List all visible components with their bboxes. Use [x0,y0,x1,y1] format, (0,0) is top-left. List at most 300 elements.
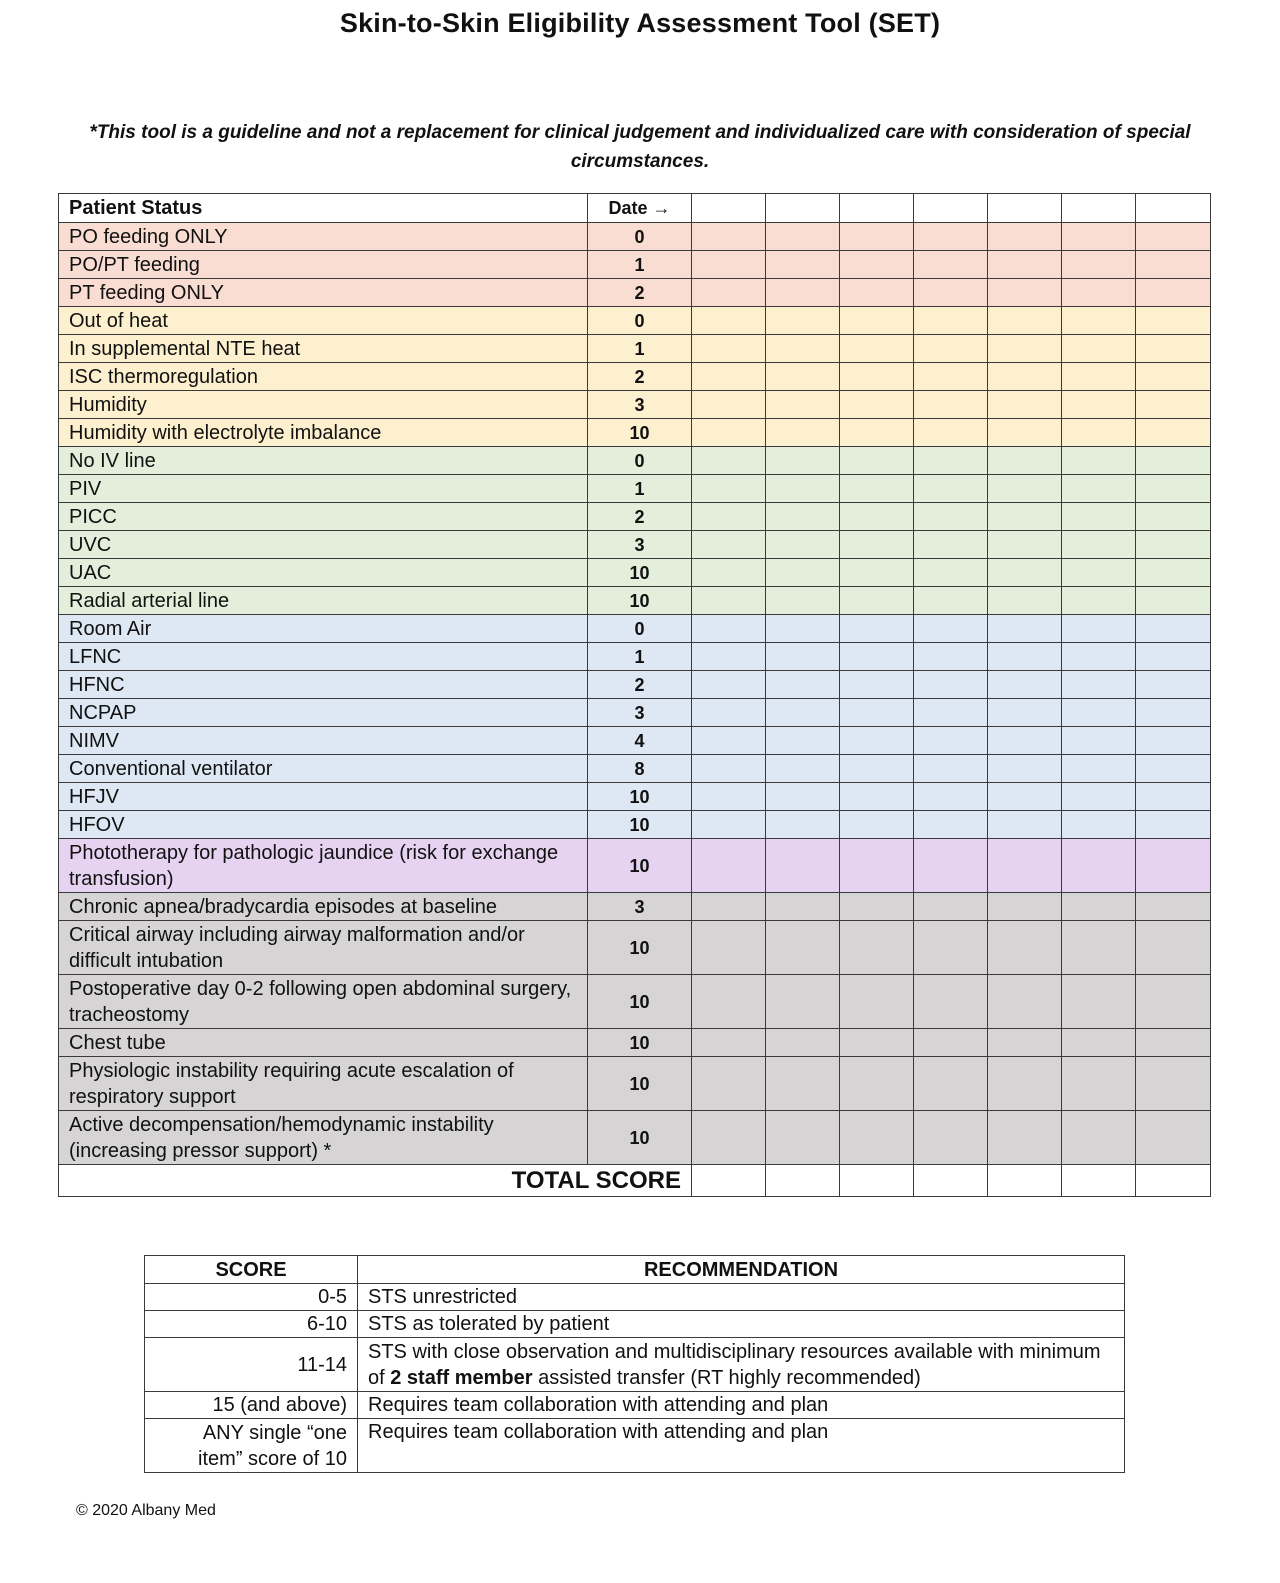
patient-status-cell: Chronic apnea/bradycardia episodes at baseline [59,893,588,921]
table-row [59,531,1211,559]
entry-cell[interactable] [766,531,840,559]
entry-cell[interactable] [692,335,766,363]
entry-cell[interactable] [840,503,914,531]
entry-cell[interactable] [692,279,766,307]
entry-cell[interactable] [1136,755,1211,783]
entry-cell[interactable] [766,503,840,531]
entry-cell[interactable] [1062,921,1136,975]
entry-cell[interactable] [914,251,988,279]
score-cell: 4 [588,727,692,755]
entry-cell[interactable] [766,475,840,503]
entry-cell[interactable] [692,811,766,839]
entry-cell[interactable] [766,811,840,839]
entry-cell[interactable] [1136,531,1211,559]
total-entry-cell[interactable] [840,1165,914,1197]
entry-cell[interactable] [766,391,840,419]
entry-cell[interactable] [1062,643,1136,671]
entry-cell[interactable] [1062,811,1136,839]
entry-cell[interactable] [988,307,1062,335]
entry-cell[interactable] [914,447,988,475]
entry-cell[interactable] [766,699,840,727]
entry-cell[interactable] [914,643,988,671]
entry-cell[interactable] [840,811,914,839]
entry-cell[interactable] [692,839,766,893]
table-row [59,699,1211,727]
patient-status-cell: ISC thermoregulation [59,363,588,391]
entry-cell[interactable] [692,671,766,699]
entry-cell[interactable] [766,587,840,615]
entry-cell[interactable] [840,671,914,699]
entry-cell[interactable] [692,699,766,727]
entry-cell[interactable] [1136,615,1211,643]
table-header-row [59,194,1211,223]
entry-cell[interactable] [840,475,914,503]
patient-status-cell: HFJV [59,783,588,811]
score-cell: 3 [588,699,692,727]
entry-cell[interactable] [914,671,988,699]
rec-header-row [145,1256,1125,1284]
patient-status-cell: No IV line [59,447,588,475]
entry-cell[interactable] [692,921,766,975]
patient-status-cell: PT feeding ONLY [59,279,588,307]
entry-cell[interactable] [766,975,840,1029]
date-cell[interactable] [692,194,766,223]
patient-status-cell: Chest tube [59,1029,588,1057]
entry-cell[interactable] [840,755,914,783]
entry-cell[interactable] [766,559,840,587]
patient-status-cell: In supplemental NTE heat [59,335,588,363]
table-row [59,223,1211,251]
patient-status-cell: Critical airway including airway malformation and/or difficult intubation [59,921,588,975]
entry-cell[interactable] [1062,783,1136,811]
date-cell[interactable] [766,194,840,223]
entry-cell[interactable] [1062,559,1136,587]
date-cell[interactable] [1062,194,1136,223]
entry-cell[interactable] [1136,893,1211,921]
patient-status-cell: NCPAP [59,699,588,727]
entry-cell[interactable] [914,1057,988,1111]
entry-cell[interactable] [988,975,1062,1029]
entry-cell[interactable] [1062,363,1136,391]
entry-cell[interactable] [914,811,988,839]
entry-cell[interactable] [766,419,840,447]
rec-row [145,1392,1125,1419]
entry-cell[interactable] [914,921,988,975]
score-cell: 3 [588,531,692,559]
entry-cell[interactable] [914,975,988,1029]
table-row [59,1057,1211,1111]
entry-cell[interactable] [914,783,988,811]
entry-cell[interactable] [1136,839,1211,893]
entry-cell[interactable] [914,559,988,587]
total-entry-cell[interactable] [988,1165,1062,1197]
entry-cell[interactable] [692,643,766,671]
entry-cell[interactable] [1062,475,1136,503]
patient-status-header: Patient Status [59,194,588,223]
entry-cell[interactable] [1136,643,1211,671]
entry-cell[interactable] [840,419,914,447]
date-header: Date → [588,194,692,223]
entry-cell[interactable] [988,1111,1062,1165]
table-row [59,671,1211,699]
entry-cell[interactable] [1136,447,1211,475]
entry-cell[interactable] [1136,475,1211,503]
table-row [59,559,1211,587]
recommendation-text: STS unrestricted [358,1284,1125,1311]
entry-cell[interactable] [1062,391,1136,419]
patient-status-cell: Active decompensation/hemodynamic instability (increasing pressor support) * [59,1111,588,1165]
entry-cell[interactable] [840,335,914,363]
entry-cell[interactable] [840,587,914,615]
entry-cell[interactable] [988,727,1062,755]
patient-status-cell: Out of heat [59,307,588,335]
score-cell: 10 [588,419,692,447]
entry-cell[interactable] [1136,1111,1211,1165]
entry-cell[interactable] [914,893,988,921]
entry-cell[interactable] [766,363,840,391]
patient-status-cell: Physiologic instability requiring acute escalation of respiratory support [59,1057,588,1111]
entry-cell[interactable] [766,335,840,363]
entry-cell[interactable] [988,587,1062,615]
entry-cell[interactable] [840,783,914,811]
entry-cell[interactable] [1062,615,1136,643]
entry-cell[interactable] [914,839,988,893]
score-cell: 0 [588,307,692,335]
entry-cell[interactable] [988,921,1062,975]
entry-cell[interactable] [1062,307,1136,335]
entry-cell[interactable] [914,335,988,363]
entry-cell[interactable] [914,755,988,783]
date-cell[interactable] [914,194,988,223]
entry-cell[interactable] [692,587,766,615]
entry-cell[interactable] [988,531,1062,559]
entry-cell[interactable] [1062,699,1136,727]
entry-cell[interactable] [692,755,766,783]
total-entry-cell[interactable] [914,1165,988,1197]
entry-cell[interactable] [840,893,914,921]
entry-cell[interactable] [840,447,914,475]
entry-cell[interactable] [914,475,988,503]
entry-cell[interactable] [988,447,1062,475]
entry-cell[interactable] [692,363,766,391]
entry-cell[interactable] [988,419,1062,447]
entry-cell[interactable] [988,839,1062,893]
entry-cell[interactable] [988,811,1062,839]
entry-cell[interactable] [840,1057,914,1111]
entry-cell[interactable] [1136,503,1211,531]
entry-cell[interactable] [1136,391,1211,419]
entry-cell[interactable] [914,307,988,335]
rec-row [145,1338,1125,1392]
entry-cell[interactable] [914,1111,988,1165]
entry-cell[interactable] [692,893,766,921]
entry-cell[interactable] [692,391,766,419]
entry-cell[interactable] [1136,587,1211,615]
entry-cell[interactable] [766,447,840,475]
recommendation-table [144,1255,1125,1473]
rec-row [145,1419,1125,1473]
entry-cell[interactable] [988,251,1062,279]
entry-cell[interactable] [692,223,766,251]
entry-cell[interactable] [1062,727,1136,755]
score-range: 6-10 [145,1311,358,1338]
entry-cell[interactable] [840,391,914,419]
entry-cell[interactable] [1062,419,1136,447]
score-cell: 10 [588,921,692,975]
entry-cell[interactable] [840,251,914,279]
entry-cell[interactable] [988,335,1062,363]
entry-cell[interactable] [1136,699,1211,727]
entry-cell[interactable] [766,251,840,279]
entry-cell[interactable] [840,699,914,727]
entry-cell[interactable] [1062,503,1136,531]
total-entry-cell[interactable] [692,1165,766,1197]
entry-cell[interactable] [692,503,766,531]
date-cell[interactable] [840,194,914,223]
entry-cell[interactable] [1136,223,1211,251]
entry-cell[interactable] [914,727,988,755]
score-cell: 10 [588,587,692,615]
entry-cell[interactable] [1062,671,1136,699]
entry-cell[interactable] [988,699,1062,727]
entry-cell[interactable] [840,839,914,893]
entry-cell[interactable] [766,643,840,671]
entry-cell[interactable] [840,1111,914,1165]
entry-cell[interactable] [692,1029,766,1057]
entry-cell[interactable] [1062,447,1136,475]
entry-cell[interactable] [914,615,988,643]
entry-cell[interactable] [1136,811,1211,839]
score-cell: 1 [588,643,692,671]
entry-cell[interactable] [840,531,914,559]
entry-cell[interactable] [692,307,766,335]
entry-cell[interactable] [766,921,840,975]
patient-status-cell: PO feeding ONLY [59,223,588,251]
score-cell: 10 [588,839,692,893]
entry-cell[interactable] [988,615,1062,643]
score-cell: 3 [588,391,692,419]
staff-requirement: 2 staff member [390,1366,533,1389]
score-cell: 2 [588,279,692,307]
entry-cell[interactable] [1136,671,1211,699]
entry-cell[interactable] [1062,279,1136,307]
entry-cell[interactable] [914,391,988,419]
table-row [59,475,1211,503]
entry-cell[interactable] [988,783,1062,811]
entry-cell[interactable] [766,755,840,783]
recommendation-text [358,1338,1125,1392]
patient-status-cell: Radial arterial line [59,587,588,615]
entry-cell[interactable] [840,223,914,251]
entry-cell[interactable] [1062,1111,1136,1165]
entry-cell[interactable] [840,279,914,307]
entry-cell[interactable] [988,503,1062,531]
entry-cell[interactable] [1136,921,1211,975]
table-row [59,839,1211,893]
table-row [59,975,1211,1029]
table-row [59,587,1211,615]
entry-cell[interactable] [1136,335,1211,363]
entry-cell[interactable] [840,615,914,643]
entry-cell[interactable] [1062,587,1136,615]
entry-cell[interactable] [692,475,766,503]
entry-cell[interactable] [1136,783,1211,811]
entry-cell[interactable] [1136,727,1211,755]
table-row [59,503,1211,531]
entry-cell[interactable] [766,279,840,307]
entry-cell[interactable] [1136,559,1211,587]
entry-cell[interactable] [914,1029,988,1057]
score-cell: 0 [588,447,692,475]
score-cell: 0 [588,615,692,643]
entry-cell[interactable] [840,975,914,1029]
table-row [59,335,1211,363]
date-cell[interactable] [988,194,1062,223]
score-cell: 10 [588,811,692,839]
recommendation-text: Requires team collaboration with attending and plan [358,1419,1125,1473]
entry-cell[interactable] [766,223,840,251]
patient-status-cell: PICC [59,503,588,531]
entry-cell[interactable] [840,1029,914,1057]
entry-cell[interactable] [988,559,1062,587]
entry-cell[interactable] [692,559,766,587]
patient-status-cell: NIMV [59,727,588,755]
recommendation-text-end: assisted transfer (RT highly recommended) [532,1366,921,1389]
entry-cell[interactable] [988,223,1062,251]
score-cell: 10 [588,1029,692,1057]
entry-cell[interactable] [692,531,766,559]
table-row [59,363,1211,391]
entry-cell[interactable] [988,755,1062,783]
entry-cell[interactable] [988,671,1062,699]
entry-cell[interactable] [1062,531,1136,559]
entry-cell[interactable] [914,531,988,559]
entry-cell[interactable] [1136,279,1211,307]
table-row [59,419,1211,447]
entry-cell[interactable] [692,447,766,475]
entry-cell[interactable] [988,475,1062,503]
recommendation-text: Requires team collaboration with attending and plan [358,1392,1125,1419]
entry-cell[interactable] [840,559,914,587]
entry-cell[interactable] [692,251,766,279]
entry-cell[interactable] [840,363,914,391]
entry-cell[interactable] [1062,335,1136,363]
patient-status-cell: PO/PT feeding [59,251,588,279]
entry-cell[interactable] [766,1057,840,1111]
entry-cell[interactable] [840,643,914,671]
entry-cell[interactable] [766,307,840,335]
score-cell: 10 [588,975,692,1029]
table-row [59,811,1211,839]
entry-cell[interactable] [988,643,1062,671]
entry-cell[interactable] [988,279,1062,307]
entry-cell[interactable] [692,615,766,643]
entry-cell[interactable] [1062,251,1136,279]
score-cell: 10 [588,559,692,587]
entry-cell[interactable] [988,893,1062,921]
entry-cell[interactable] [766,615,840,643]
entry-cell[interactable] [914,699,988,727]
entry-cell[interactable] [914,223,988,251]
entry-cell[interactable] [692,1111,766,1165]
entry-cell[interactable] [1062,975,1136,1029]
patient-status-cell: Room Air [59,615,588,643]
entry-cell[interactable] [988,391,1062,419]
score-cell: 2 [588,503,692,531]
entry-cell[interactable] [914,587,988,615]
entry-cell[interactable] [692,727,766,755]
entry-cell[interactable] [988,1057,1062,1111]
entry-cell[interactable] [988,1029,1062,1057]
entry-cell[interactable] [766,783,840,811]
entry-cell[interactable] [840,307,914,335]
total-entry-cell[interactable] [1136,1165,1211,1197]
entry-cell[interactable] [1062,755,1136,783]
entry-cell[interactable] [766,1111,840,1165]
patient-status-cell: PIV [59,475,588,503]
entry-cell[interactable] [766,1029,840,1057]
entry-cell[interactable] [766,671,840,699]
entry-cell[interactable] [914,279,988,307]
score-cell: 10 [588,1057,692,1111]
recommendation-header: RECOMMENDATION [358,1256,1125,1284]
table-row [59,727,1211,755]
table-row [59,893,1211,921]
entry-cell[interactable] [914,503,988,531]
entry-cell[interactable] [1136,975,1211,1029]
entry-cell[interactable] [766,839,840,893]
total-entry-cell[interactable] [766,1165,840,1197]
entry-cell[interactable] [840,727,914,755]
entry-cell[interactable] [766,727,840,755]
entry-cell[interactable] [914,419,988,447]
entry-cell[interactable] [766,893,840,921]
entry-cell[interactable] [1136,419,1211,447]
table-row [59,921,1211,975]
patient-status-cell: Humidity [59,391,588,419]
patient-status-cell: HFNC [59,671,588,699]
entry-cell[interactable] [1136,307,1211,335]
patient-status-cell: HFOV [59,811,588,839]
total-entry-cell[interactable] [1062,1165,1136,1197]
entry-cell[interactable] [1062,839,1136,893]
score-range: 15 (and above) [145,1392,358,1419]
entry-cell[interactable] [1136,251,1211,279]
entry-cell[interactable] [692,975,766,1029]
patient-status-body [59,223,1211,1197]
entry-cell[interactable] [988,363,1062,391]
score-header: SCORE [145,1256,358,1284]
entry-cell[interactable] [914,363,988,391]
entry-cell[interactable] [1062,1057,1136,1111]
entry-cell[interactable] [692,419,766,447]
entry-cell[interactable] [1062,223,1136,251]
entry-cell[interactable] [1062,1029,1136,1057]
entry-cell[interactable] [692,1057,766,1111]
entry-cell[interactable] [1136,1029,1211,1057]
score-range: ANY single “one item” score of 10 [145,1419,358,1473]
entry-cell[interactable] [1136,1057,1211,1111]
table-row [59,307,1211,335]
patient-status-cell: LFNC [59,643,588,671]
table-row [59,643,1211,671]
total-row [59,1165,1211,1197]
entry-cell[interactable] [1062,893,1136,921]
entry-cell[interactable] [692,783,766,811]
date-cell[interactable] [1136,194,1211,223]
entry-cell[interactable] [1136,363,1211,391]
entry-cell[interactable] [840,921,914,975]
